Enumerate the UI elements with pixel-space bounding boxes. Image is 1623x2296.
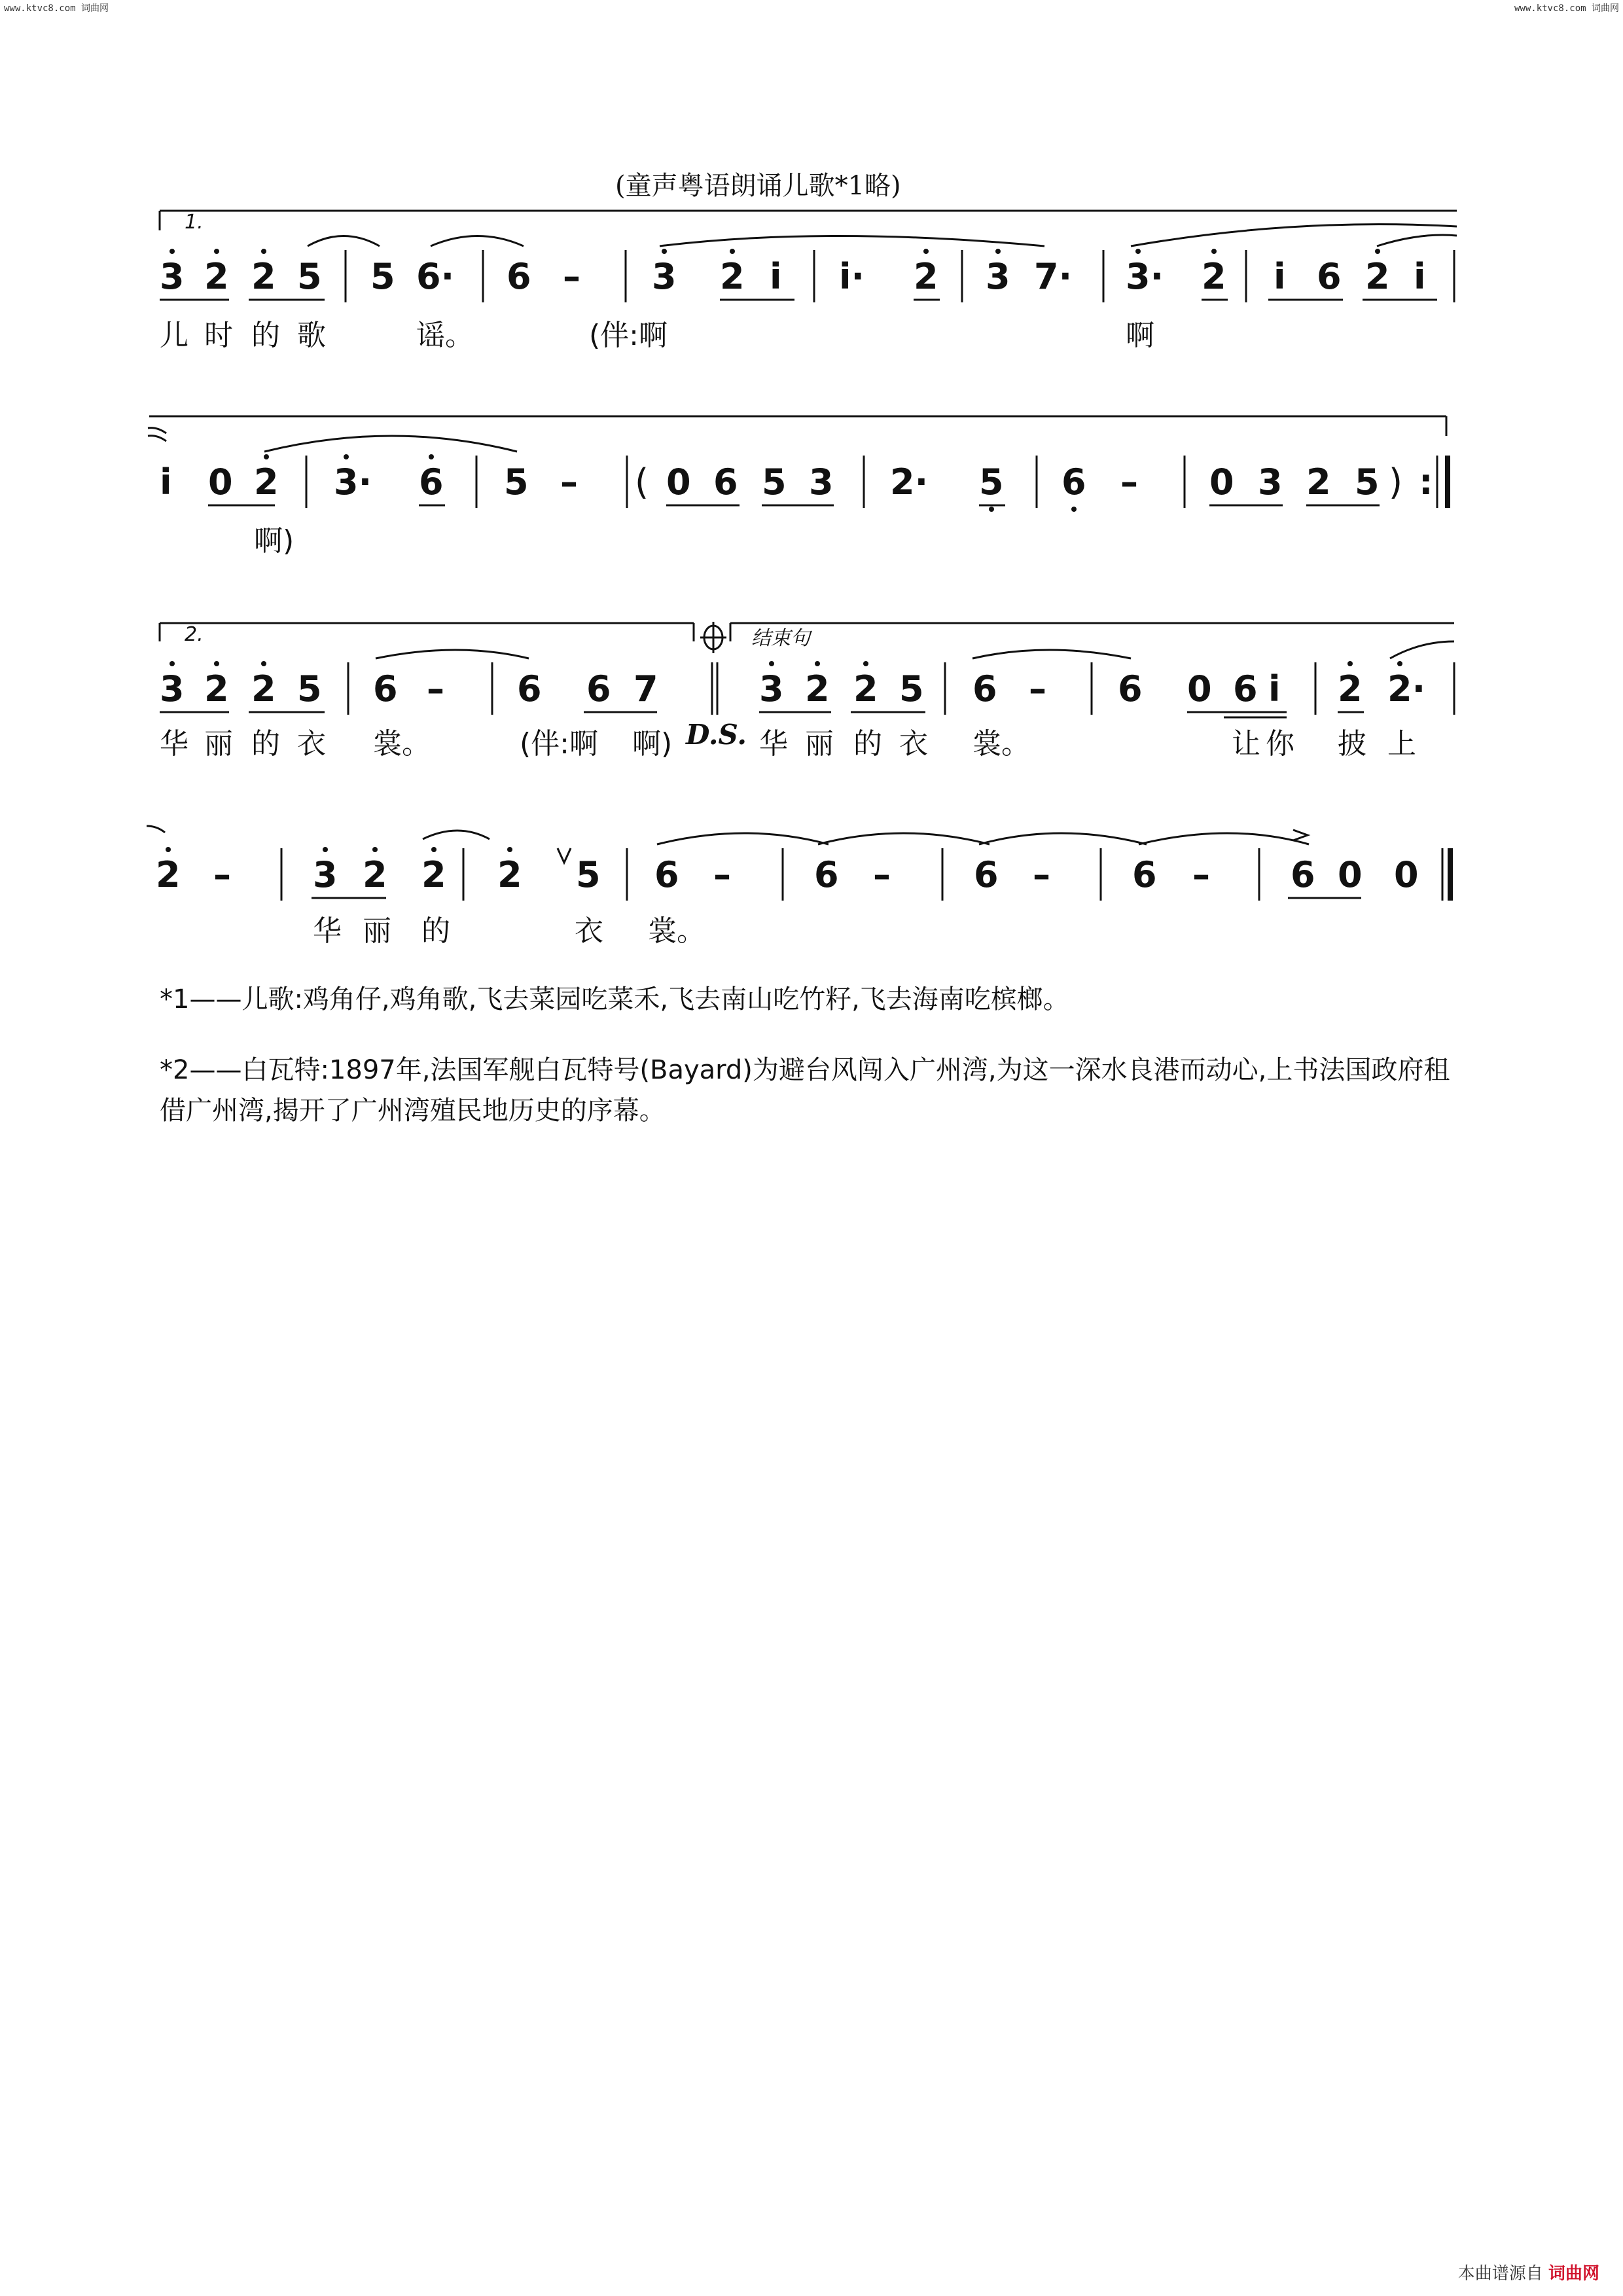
note: 6: [972, 668, 997, 709]
lyric: 啊): [254, 524, 294, 558]
note: 3 ·: [1126, 259, 1164, 295]
note: 3: [809, 461, 834, 503]
lyric: 华: [313, 914, 342, 948]
note: 5: [899, 668, 924, 709]
lyric: 的: [421, 914, 450, 948]
note: 2: [853, 672, 878, 707]
note: –: [427, 668, 444, 709]
note: 6: [517, 668, 542, 709]
volta-bracket-1: [160, 211, 1457, 230]
note: 6: [974, 854, 999, 895]
watermark: [1458, 2260, 1599, 2284]
note: i: [160, 461, 172, 503]
note: i: [1274, 256, 1286, 297]
note: i: [1268, 668, 1281, 709]
beams-row-3: [160, 712, 1364, 717]
footnote-1: *1——儿歌:鸡角仔,鸡角歌,飞去菜园吃菜禾,飞去南山吃竹籽,飞去海南吃槟榔。: [160, 984, 1069, 1014]
note: –: [213, 854, 231, 895]
note: 6·: [416, 256, 455, 297]
lyric: 裳。: [373, 727, 431, 761]
watermark-brand: 词曲网: [1548, 2264, 1599, 2284]
note: 0: [1338, 854, 1363, 895]
lyric: 披: [1338, 727, 1366, 761]
repeat-dots: :: [1419, 461, 1433, 503]
note: 2: [497, 857, 522, 893]
lyric: 啊): [632, 727, 673, 761]
note: i: [770, 256, 782, 297]
slurs-row-4: [147, 826, 1309, 844]
note: 5: [297, 668, 322, 709]
lyric: 让: [1232, 727, 1260, 761]
note: 6: [713, 461, 738, 503]
coda-label: 结束句: [751, 627, 810, 650]
note: (: [635, 461, 649, 503]
note: 0: [1209, 461, 1234, 503]
lyric: 谣。: [416, 319, 474, 352]
coda-sign: [700, 622, 726, 653]
note: –: [713, 854, 731, 895]
note: 5: [576, 854, 601, 895]
lyric: 丽: [805, 727, 834, 761]
note: 2: [1306, 461, 1331, 503]
lyric: 衣: [899, 727, 928, 761]
note: 6: [814, 854, 839, 895]
note: –: [563, 256, 580, 297]
note: 3: [759, 672, 784, 707]
note: 5: [1355, 461, 1380, 503]
volta-1-label: 1.: [185, 211, 204, 234]
lyric: 裳。: [648, 914, 705, 948]
lyric: 的: [251, 319, 280, 352]
note: 2: [914, 259, 938, 295]
note: 6: [1233, 668, 1258, 709]
note: 5: [979, 465, 1004, 500]
note: 2: [251, 259, 276, 295]
note: 5: [504, 461, 529, 503]
note: –: [1029, 668, 1046, 709]
note: 2: [421, 857, 446, 893]
barlines-row-4: [281, 848, 1450, 901]
note: 6: [507, 256, 531, 297]
note: 5: [762, 461, 787, 503]
lyric: 时: [204, 319, 233, 352]
lyric: 丽: [363, 914, 391, 948]
volta-2-label: 2.: [185, 623, 204, 646]
note: 3: [160, 259, 185, 295]
note: 6: [1132, 854, 1157, 895]
lyric: 丽: [204, 727, 233, 761]
note: 6: [1061, 465, 1086, 500]
note: 2: [1202, 259, 1226, 295]
note: 2: [1365, 259, 1390, 295]
lyric: 华: [759, 727, 788, 761]
note: 5: [370, 256, 395, 297]
note: 6: [1291, 854, 1315, 895]
lyric: (伴:啊: [589, 319, 668, 352]
header-site-left: www.ktvc8.com 词曲网: [4, 3, 109, 14]
note: 2: [204, 259, 229, 295]
note: 2: [156, 857, 181, 893]
note: 2 ·: [1387, 672, 1425, 707]
lyric: (伴:啊: [520, 727, 598, 761]
lyric: 上: [1387, 727, 1416, 761]
note: 3: [313, 857, 338, 893]
watermark-prefix: 本曲谱源自: [1457, 2264, 1543, 2284]
lyric: 华: [160, 727, 188, 761]
note: 2: [363, 857, 387, 893]
note: 0: [666, 461, 691, 503]
note: 2: [1338, 672, 1363, 707]
ds-label: D.S.: [686, 719, 747, 751]
note: 7·: [1034, 256, 1073, 297]
note: 3 ·: [334, 465, 372, 500]
note: 6: [1317, 256, 1342, 297]
lyric: 歌: [297, 319, 326, 352]
subtitle: (童声粤语朗诵儿歌*1略): [615, 171, 901, 201]
note: 2: [251, 672, 276, 707]
note: 0: [1187, 668, 1212, 709]
note: –: [560, 461, 578, 503]
note: 2·: [890, 461, 929, 503]
lyric: 儿: [160, 319, 188, 352]
lyric: 衣: [297, 727, 326, 761]
note: 6: [419, 465, 444, 500]
slurs-row-1: [308, 224, 1457, 246]
note: 2: [720, 259, 745, 295]
lyric: 的: [251, 727, 280, 761]
note: –: [1033, 854, 1050, 895]
slurs-row-3: [376, 641, 1454, 658]
note: i: [1414, 256, 1426, 297]
note: 2: [204, 672, 229, 707]
note: 2: [254, 465, 279, 500]
lyric: 你: [1266, 727, 1294, 761]
note: ): [1389, 461, 1403, 503]
volta-top-row-2: [148, 416, 1446, 452]
note: 5: [297, 256, 322, 297]
lyric: 啊: [1126, 319, 1154, 352]
note: 3: [160, 672, 185, 707]
note: 3: [1258, 461, 1283, 503]
note: 6: [1118, 668, 1143, 709]
note: 3: [652, 259, 677, 295]
note: 7: [633, 668, 658, 709]
note: 0: [208, 461, 233, 503]
header-site-right: www.ktvc8.com 词曲网: [1514, 3, 1619, 14]
note: 2: [805, 672, 830, 707]
note: 0: [1394, 854, 1419, 895]
note: 3: [986, 259, 1010, 295]
note: i·: [839, 256, 865, 297]
note: –: [1192, 854, 1210, 895]
lyric: 的: [853, 727, 882, 761]
lyric: 裳。: [972, 727, 1030, 761]
note: 6: [654, 854, 679, 895]
note: –: [1120, 461, 1138, 503]
lyric: 衣: [575, 914, 603, 948]
footnote-2: *2——白瓦特:1897年,法国军舰白瓦特号(Bayard)为避台风闯入广州湾,为这一深水良港而动心,上书法国政府租借广州湾,揭开了广州湾殖民地历史的序幕。: [160, 1055, 1450, 1126]
note: 6: [373, 668, 398, 709]
note: 6: [586, 668, 611, 709]
note: –: [873, 854, 891, 895]
